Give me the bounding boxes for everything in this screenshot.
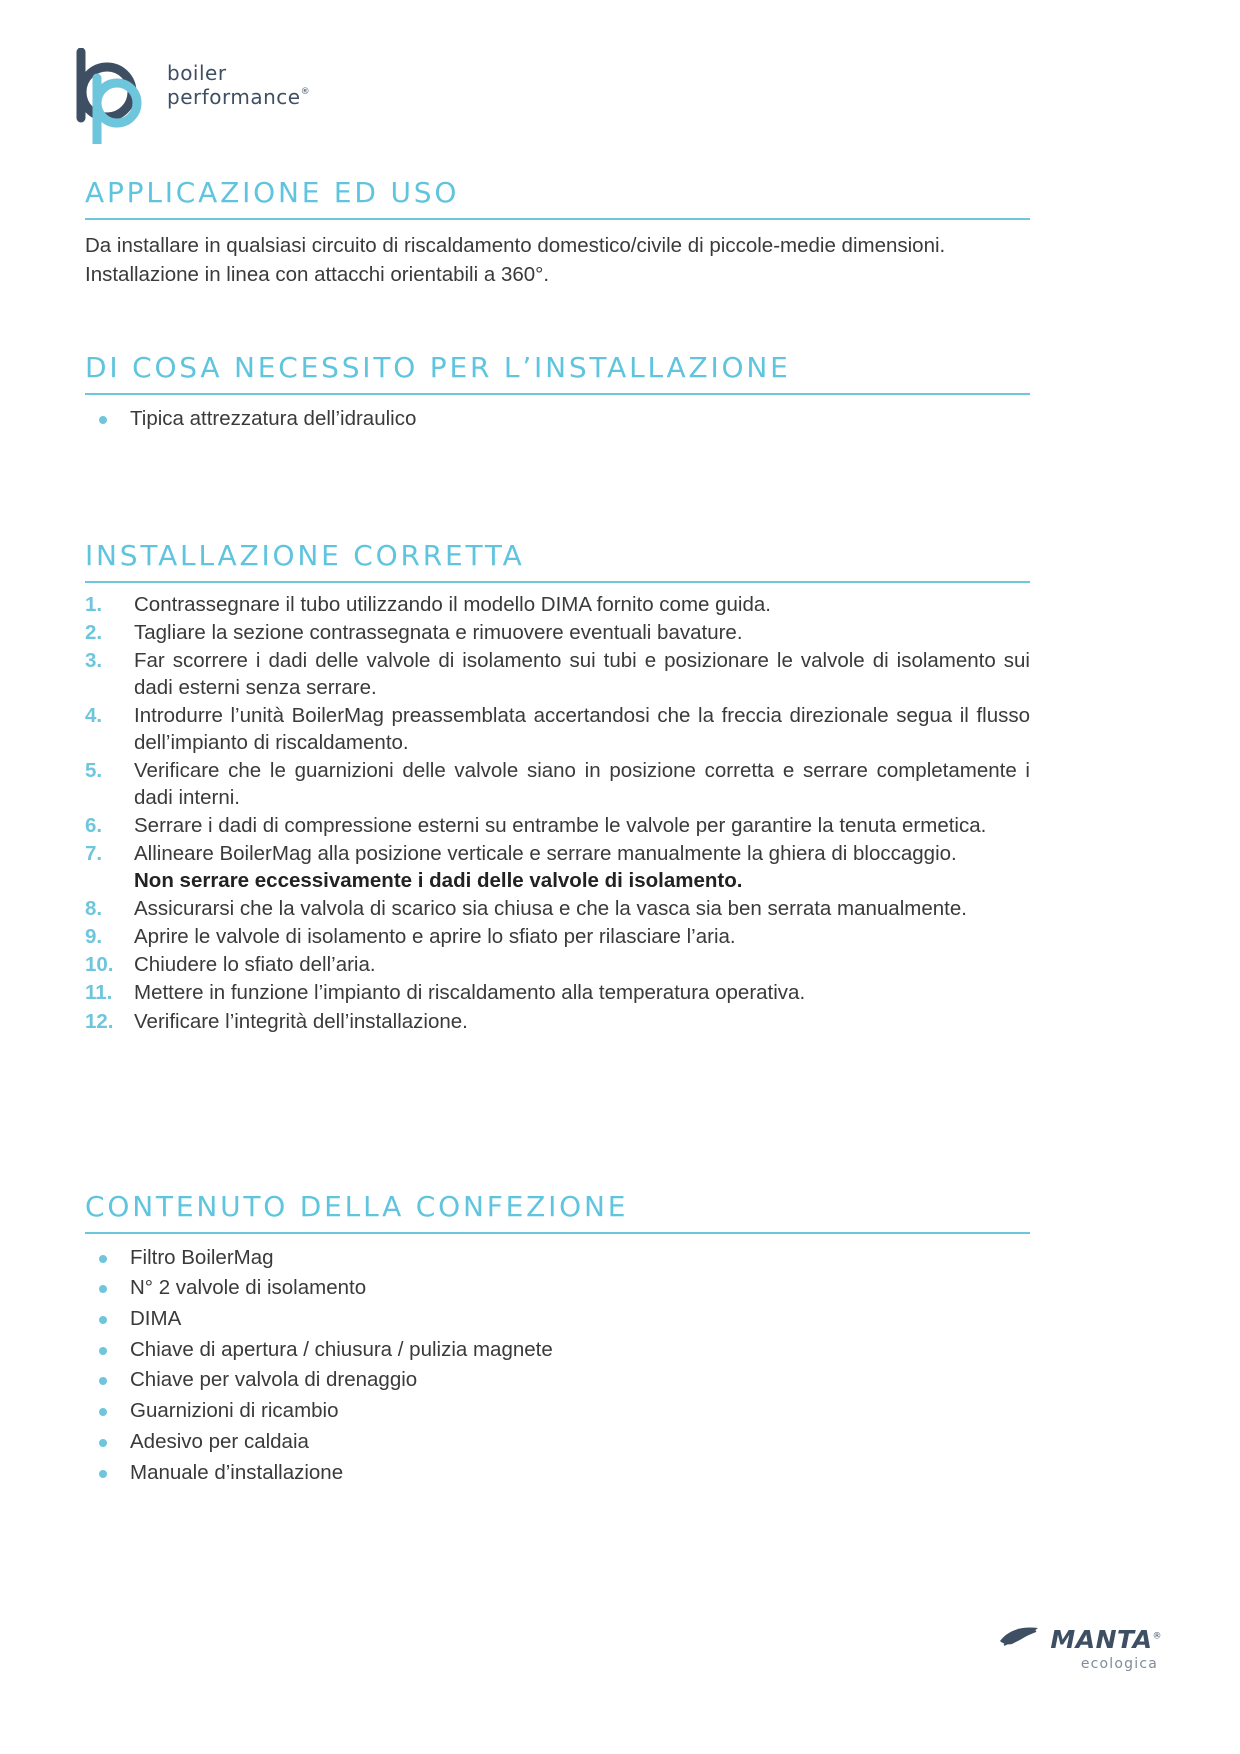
manta-ray-icon [998,1624,1044,1655]
list-item-label: N° 2 valvole di isolamento [130,1276,367,1300]
step-number: 2. [85,620,103,644]
section-installazione-corretta [85,541,1030,1036]
list-item [85,1428,1030,1456]
bullet-dot-icon [99,1470,107,1478]
section-rule [85,581,1030,583]
brand-logo [75,48,310,144]
step-item [85,619,1030,646]
step-item [85,647,1030,701]
list-item [85,1366,1030,1394]
logo-line-performance: performance [167,84,301,109]
section-rule [85,393,1030,395]
list-item-label: Chiave per valvola di drenaggio [130,1368,418,1392]
section-applicazione-ed-uso [85,178,1030,289]
list-item [85,1336,1030,1364]
step-text: Chiudere lo sfiato dell’aria. [134,953,376,977]
step-text: Mettere in funzione l’impianto di riscaldamento alla temperatura operativa. [134,981,806,1005]
bullet-dot-icon [99,1439,107,1447]
step-item [85,757,1030,811]
section-rule [85,218,1030,220]
step-number: 5. [85,759,103,783]
bullet-dot-icon [99,1408,107,1416]
bullet-dot-icon [99,416,107,424]
step-text: Far scorrere i dadi delle valvole di isolamento sui tubi e posizionare le valvole di isolamento sui dadi esterni senza serrare. [134,648,1030,699]
registered-mark: ® [1152,1631,1162,1642]
step-item [85,923,1030,950]
list-item [85,1274,1030,1302]
step-item [85,979,1030,1006]
bp-monogram-icon [75,48,145,144]
step-number: 1. [85,592,103,616]
list-item-label: Guarnizioni di ricambio [130,1399,339,1423]
step-number: 12. [85,1009,114,1033]
step-item [85,840,1030,894]
necessario-list [85,405,1030,433]
step-text: Assicurarsi che la valvola di scarico sia chiusa e che la vasca sia ben serrata manualmente. [134,897,967,921]
contenuto-list [85,1244,1030,1486]
logo-line-boiler: boiler [167,61,227,85]
step-item [85,895,1030,922]
bullet-dot-icon [99,1347,107,1355]
step-item [85,591,1030,618]
manta-tagline: ecologica [1080,1656,1158,1672]
step-number: 9. [85,925,103,949]
list-item-label: Tipica attrezzatura dell’idraulico [130,406,417,430]
bullet-dot-icon [99,1255,107,1263]
step-text: Contrassegnare il tubo utilizzando il modello DIMA fornito come guida. [134,592,771,616]
step-text: Serrare i dadi di compressione esterni su entrambe le valvole per garantire la tenuta ermetica. [134,814,987,838]
step-text: Verificare l’integrità dell’installazione. [134,1009,468,1033]
section-title-contenuto: CONTENUTO DELLA CONFEZIONE [85,1190,629,1223]
step-number: 8. [85,897,103,921]
section-title-applicazione: APPLICAZIONE ED USO [85,176,460,209]
section-title-necessito: DI COSA NECESSITO PER L’INSTALLAZIONE [85,351,791,384]
step-item [85,702,1030,756]
step-number: 6. [85,814,103,838]
step-number: 4. [85,703,103,727]
step-number: 11. [85,981,113,1005]
section-rule [85,1232,1030,1234]
step-text: Allineare BoilerMag alla posizione verticale e serrare manualmente la ghiera di bloccaggio. [134,842,957,866]
step-number: 10. [85,953,114,977]
manta-brand-text: MANTA [1050,1625,1153,1654]
step-text: Tagliare la sezione contrassegnata e rimuovere eventuali bavature. [134,620,743,644]
list-item [85,1397,1030,1425]
step-text: Aprire le valvole di isolamento e aprire lo sfiato per rilasciare l’aria. [134,925,736,949]
list-item [85,1244,1030,1272]
list-item-label: Filtro BoilerMag [130,1245,274,1269]
section-contenuto-confezione [85,1192,1030,1489]
registered-mark: ® [300,86,311,97]
bullet-dot-icon [99,1285,107,1293]
step-number: 7. [85,842,103,866]
section-title-installazione: INSTALLAZIONE CORRETTA [85,539,525,572]
list-item [85,1459,1030,1487]
list-item-label: Manuale d’installazione [130,1460,344,1484]
bullet-dot-icon [99,1316,107,1324]
list-item [85,1305,1030,1333]
step-number: 3. [85,648,103,672]
step-item [85,1008,1030,1035]
list-item-label: Chiave di apertura / chiusura / pulizia magnete [130,1337,553,1361]
section-di-cosa-necessito [85,353,1030,435]
manta-logo [977,1624,1162,1672]
list-item [85,405,1030,433]
list-item-label: DIMA [130,1307,182,1331]
step-item [85,812,1030,839]
step-warning: Non serrare eccessivamente i dadi delle valvole di isolamento. [134,869,743,893]
step-text: Verificare che le guarnizioni delle valvole siano in posizione corretta e serrare completamente i dadi interni. [134,759,1030,810]
step-text: Introdurre l’unità BoilerMag preassemblata accertandosi che la freccia direzionale segua il flusso dell’impianto di riscaldamento. [134,703,1030,755]
applicazione-paragraph: Da installare in qualsiasi circuito di riscaldamento domestico/civile di piccole-medie dimensioni. Installazione in linea con attacchi orientabili a 360°. [85,233,946,286]
installazione-steps [85,591,1030,1035]
step-item [85,951,1030,978]
list-item-label: Adesivo per caldaia [130,1429,309,1453]
bullet-dot-icon [99,1377,107,1385]
